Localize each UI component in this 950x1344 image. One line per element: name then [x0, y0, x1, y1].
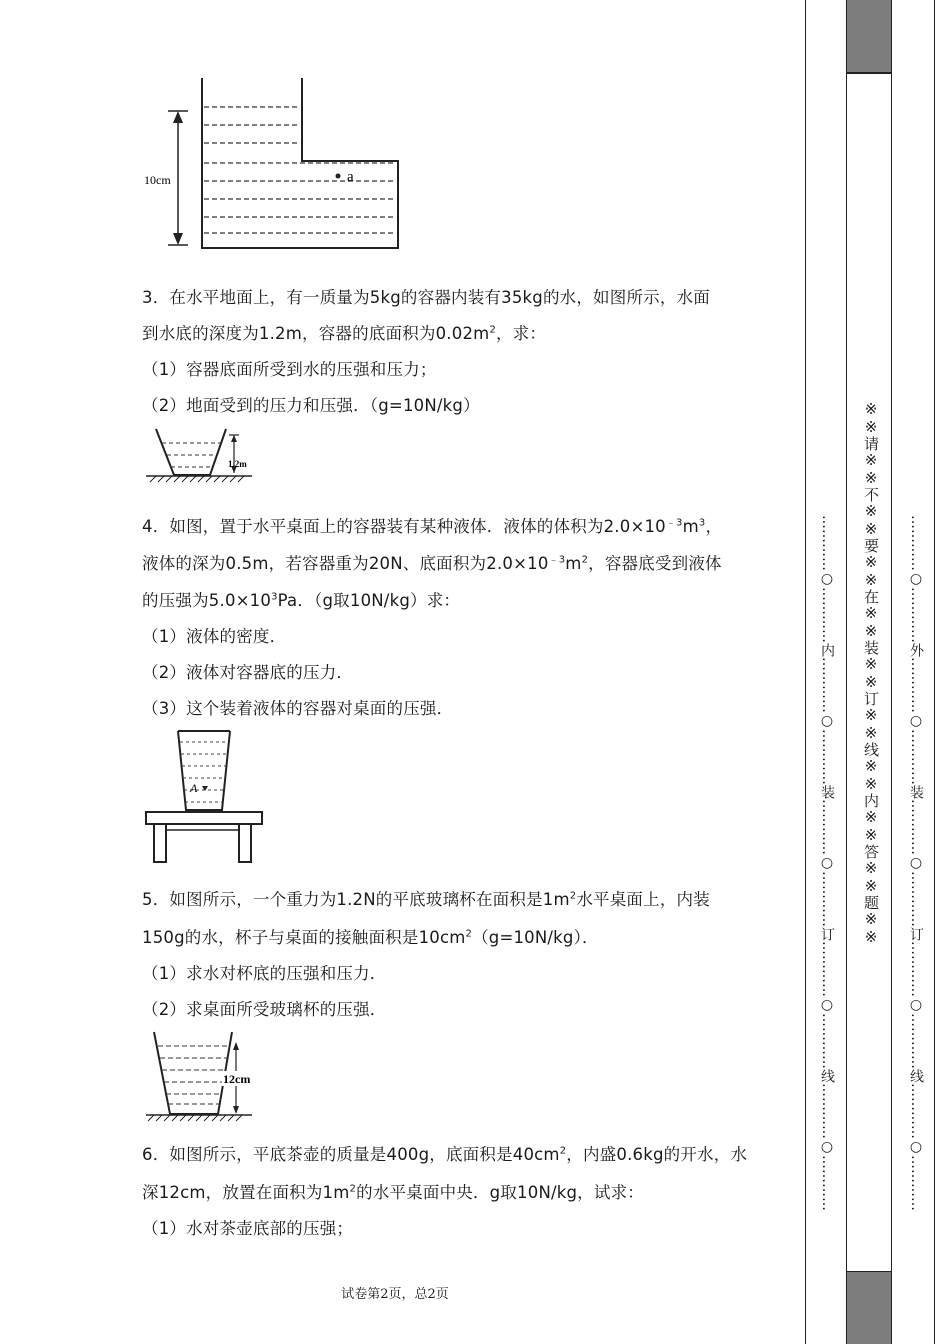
figure-glass-12cm — [140, 1028, 270, 1123]
q6-sub1: （1）水对茶壶底部的压强； — [142, 1219, 354, 1238]
q3-sub2: （2）地面受到的压力和压强．（g=10N/kg） — [142, 396, 480, 415]
q3-line1: 3．在水平地面上，有一质量为5kg的容器内装有35kg的水，如图所示，水面 — [142, 288, 710, 307]
figure-trapezoid-container — [142, 425, 257, 483]
fig1-depth-label: 10cm — [144, 173, 171, 187]
binding-inner-line: …………○…………内…………○…………装…………○…………订…………○…………线…………○………… — [819, 515, 835, 1211]
fig3-point-label: A — [190, 781, 198, 795]
q4-line2: 液体的深为0.5m，若容器重为20N、底面积为$2.0\times 10^{﹣3}m^2$，容器底受到液体 — [142, 554, 722, 573]
fig4-height-label: 12cm — [223, 1072, 251, 1086]
figure-l-container — [140, 75, 410, 260]
q6-line1: 6．如图所示，平底茶壶的质量是400g，底面积是$40cm^2$，内盛0.6kg的开水，水 — [142, 1145, 748, 1164]
q4-line3: 的压强为$5.0\times 10^3Pa$．（g取10N/kg）求： — [142, 591, 461, 610]
q5-sub1: （1）求水对杯底的压强和压力． — [142, 964, 387, 983]
q4-sub3: （3）这个装着液体的容器对桌面的压强． — [142, 699, 454, 718]
q4-sub2: （2）液体对容器底的压力． — [142, 663, 354, 682]
q5-sub2: （2）求桌面所受玻璃杯的压强． — [142, 1000, 387, 1019]
q4-line1: 4．如图，置于水平桌面上的容器装有某种液体．液体的体积为$2.0\times 10^{﹣3}m^3$， — [142, 517, 723, 536]
fig1-point-label: a — [347, 169, 354, 185]
binding-margin — [805, 0, 935, 1344]
q5-line1: 5．如图所示，一个重力为1.2N的平底玻璃杯在面积是$1m^2$水平桌面上，内装 — [142, 890, 710, 909]
q6-line2: 深12cm，放置在面积为$1m^2$的水平桌面中央．g取10N/kg，试求： — [142, 1183, 644, 1202]
q5-line2: 150g的水，杯子与桌面的接触面积是$10cm^2(g=10N/kg)$． — [142, 928, 599, 947]
figure-container-on-table — [142, 728, 267, 868]
q3-line2: 到水底的深度为1.2m，容器的底面积为$0.02m^2$，求： — [142, 324, 547, 343]
binding-outer-line: …………○…………外…………○…………装…………○…………订…………○…………线…………○………… — [908, 515, 924, 1211]
page-footer: 试卷第2页，总2页 — [341, 1287, 449, 1302]
fig2-height-label: 1.2m — [228, 459, 247, 469]
q3-sub1: （1）容器底面所受到水的压强和压力； — [142, 360, 437, 379]
binding-notice: ※※请※※不※※要※※在※※装※※订※※线※※内※※答※※题※※ — [862, 400, 880, 946]
q4-sub1: （1）液体的密度． — [142, 627, 287, 646]
